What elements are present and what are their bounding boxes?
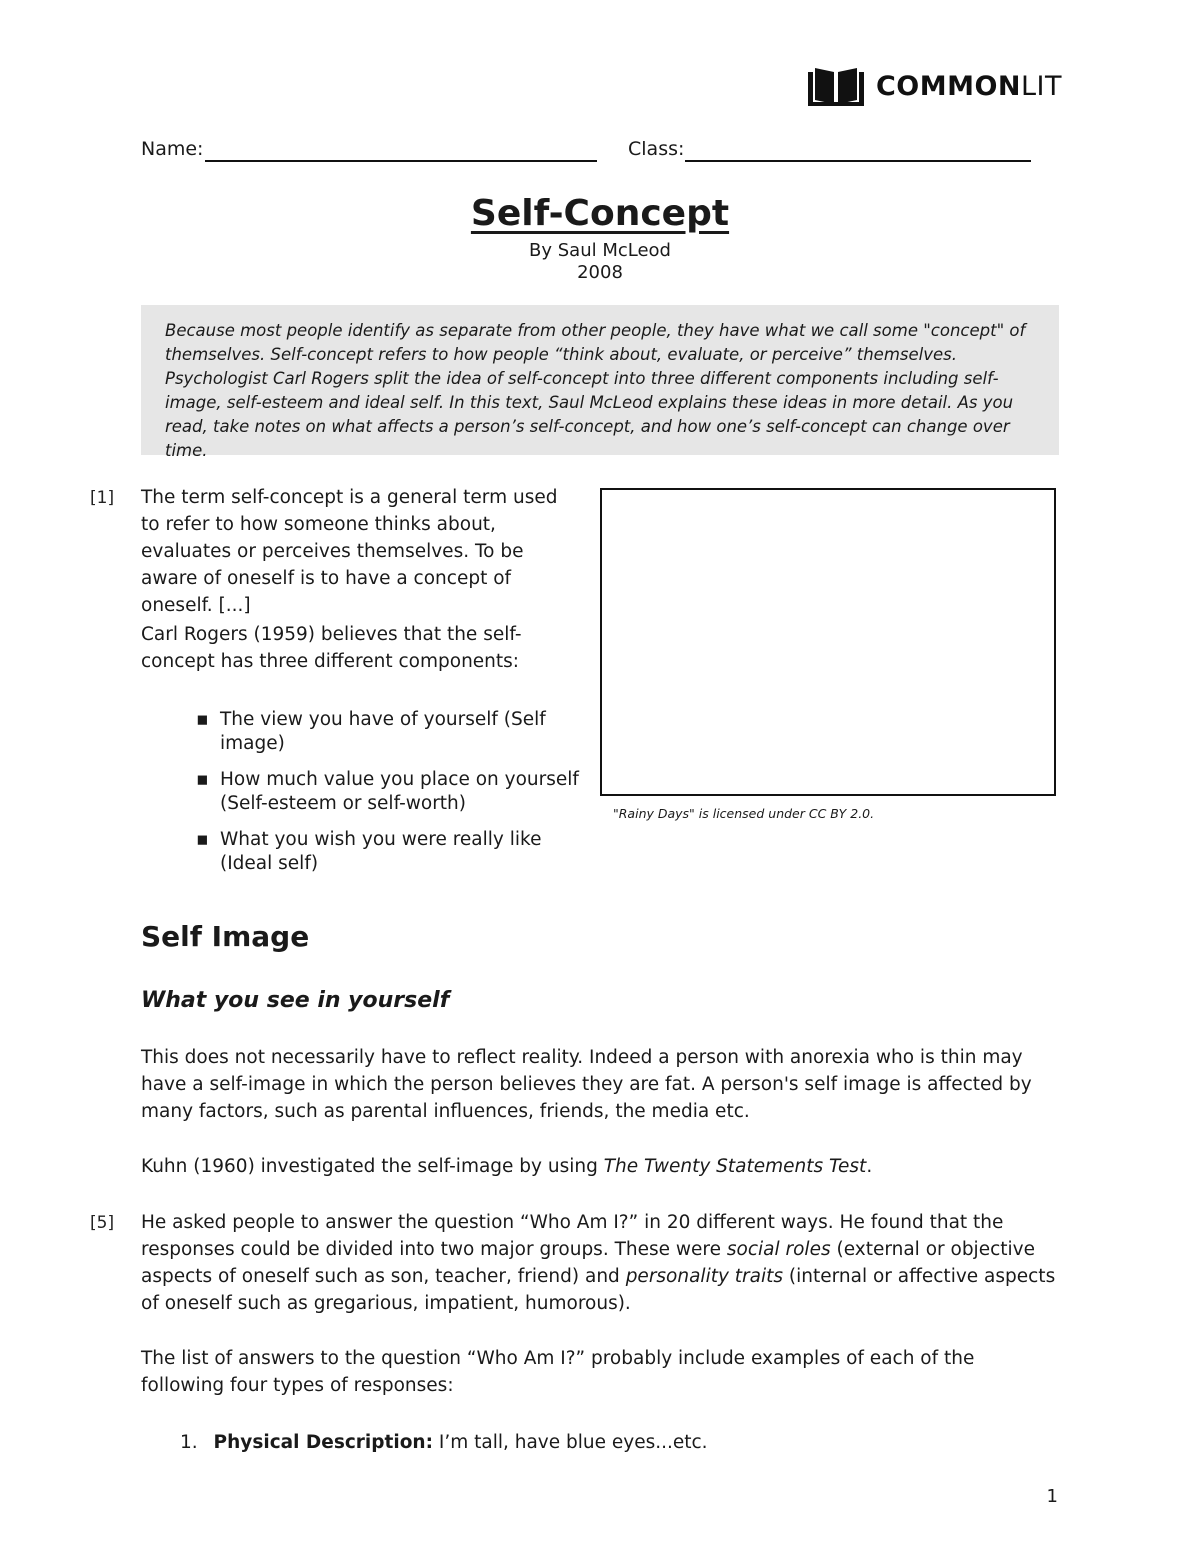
logo-text: COMMONLIT (875, 70, 1062, 102)
component-list (196, 708, 596, 888)
name-field[interactable] (205, 138, 597, 162)
class-label: Class: (628, 138, 685, 160)
bullet-marker: ▪ (196, 769, 209, 790)
page-number: 1 (1046, 1486, 1058, 1507)
list-item-term: Physical Description: (213, 1432, 433, 1453)
paragraph-3: This does not necessarily have to reflect reality. Indeed a person with anorexia who is thin may have a self-image in which the person believes they are fat. A person's self image is affected by many factors, such as parental influences, friends, the media etc. (141, 1047, 1032, 1122)
paragraph-6: The list of answers to the question “Who Am I?” probably include examples of each of the following four types of responses: (141, 1348, 975, 1396)
introduction-box (141, 305, 1059, 460)
bullet-marker: ▪ (196, 829, 209, 850)
list-item: ▪ How much value you place on yourself (Self-esteem or self-worth) (196, 769, 579, 814)
publication-year: 2008 (577, 262, 623, 283)
bullet-marker: ▪ (196, 709, 209, 730)
author-line: By Saul McLeod (529, 240, 671, 261)
paragraph-1: The term self-concept is a general term used to refer to how someone thinks about, evaluates or perceives themselves. To be aware of oneself is to have a concept of oneself. [...] (141, 487, 558, 616)
numbered-list-item (180, 1432, 708, 1453)
document-title: Self-Concept (470, 193, 730, 234)
section-heading: Self Image (141, 920, 310, 953)
list-number: 1. (180, 1432, 198, 1453)
paragraph-5: He asked people to answer the question “Who Am I?” in 20 different ways. He found that the responses could be divided into two major groups. These were social roles (external or objective aspects of oneself such as son, teacher, friend) and personality traits (internal or affective aspects of oneself such as gregarious, impatient, humorous). (141, 1212, 1056, 1314)
paragraph-2: Carl Rogers (1959) believes that the self-concept has three different components: (141, 624, 522, 672)
introduction-text: Because most people identify as separate from other people, they have what we call some "concept" of themselves. Self-concept refers to how people “think about, evaluate, or perceive” themselves. Psychologist Carl Rogers split the idea of self-concept into three different components including self-image, self-esteem and ideal self. In this text, Saul McLeod explains these ideas in more detail. As you read, take notes on what affects a person’s self-concept, and how one’s self-concept can change over time. (165, 321, 1026, 460)
paragraph-number: [5] (90, 1213, 115, 1233)
section-subheading: What you see in yourself (141, 988, 450, 1013)
list-item-text: I’m tall, have blue eyes...etc. (432, 1432, 708, 1453)
open-book-icon (808, 66, 864, 106)
list-item: ▪ The view you have of yourself (Self image) (196, 709, 546, 754)
name-label: Name: (141, 138, 204, 160)
image-caption: "Rainy Days" is licensed under CC BY 2.0. (613, 806, 875, 821)
image-placeholder (600, 488, 1056, 796)
commonlit-logo (808, 66, 1062, 106)
list-item: ▪ What you wish you were really like (Ideal self) (196, 829, 542, 874)
paragraph-4: Kuhn (1960) investigated the self-image by using The Twenty Statements Test. (141, 1156, 873, 1177)
paragraph-number: [1] (90, 488, 115, 508)
class-field[interactable] (685, 138, 1031, 162)
